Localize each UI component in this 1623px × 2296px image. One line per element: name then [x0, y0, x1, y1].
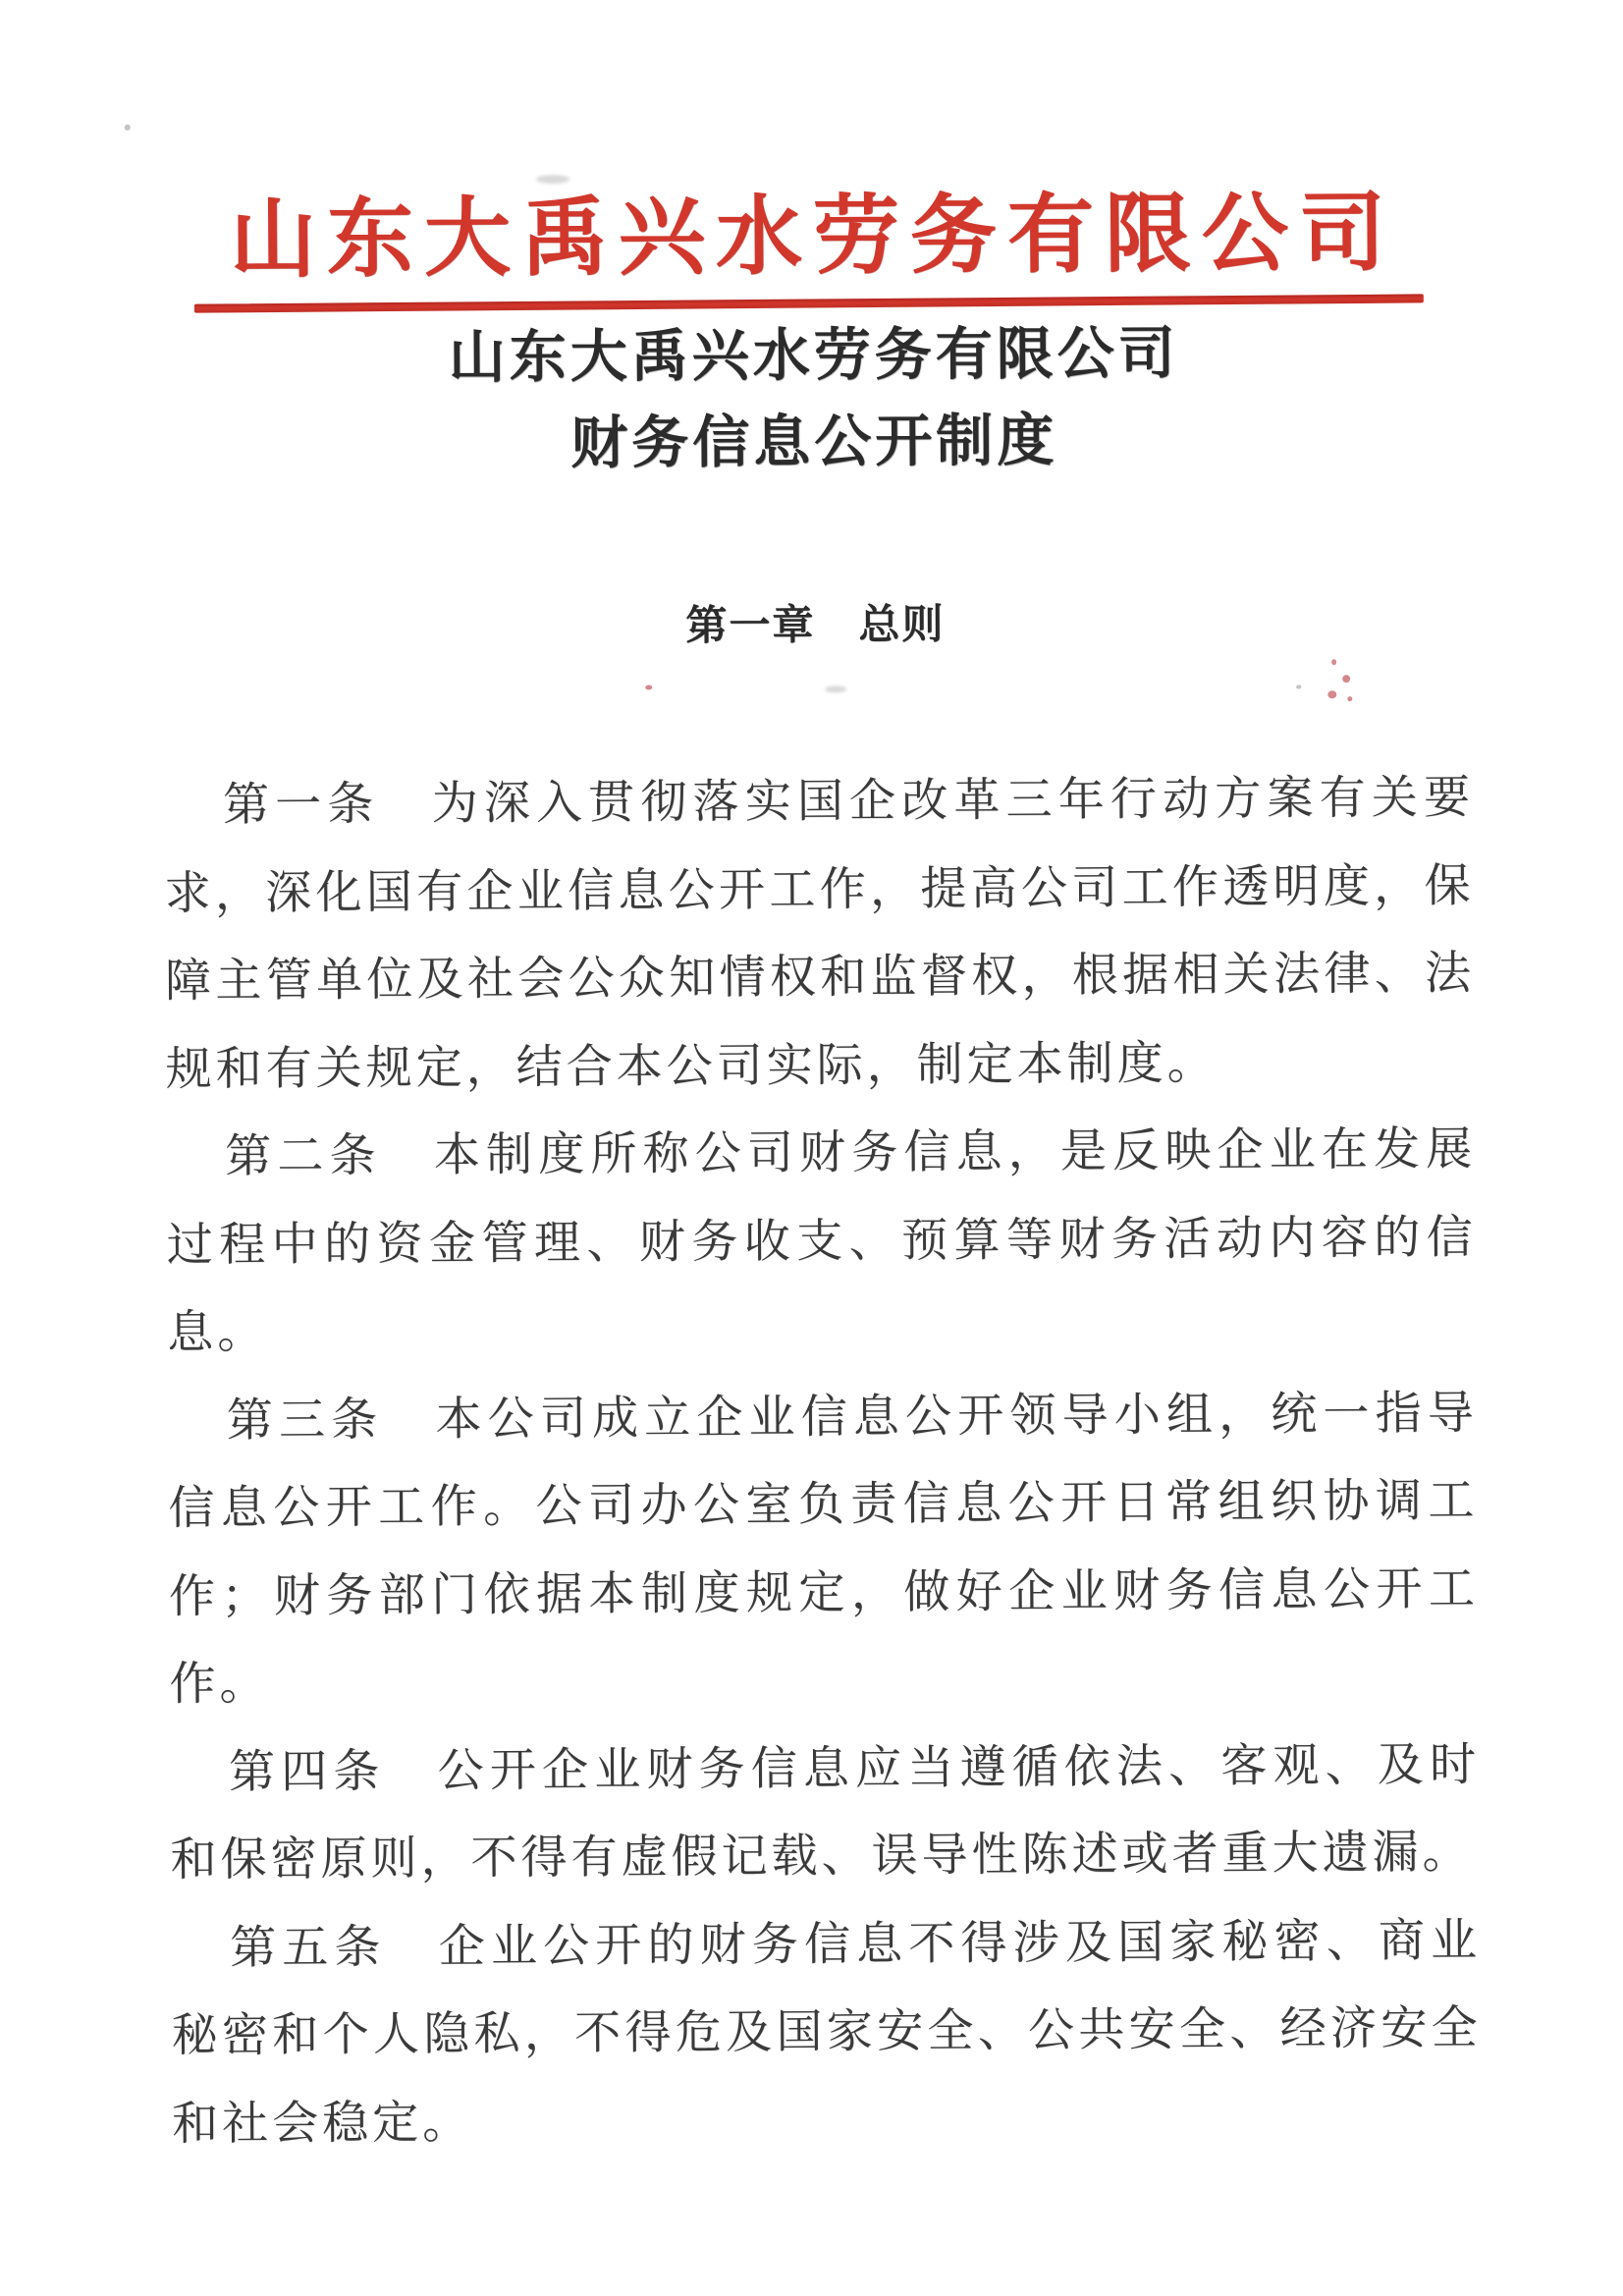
- chapter-heading: 第一章 总则: [685, 602, 946, 650]
- scan-artifact-speckle: [1327, 690, 1336, 698]
- document-title-company-line: 山东大禹兴水劳务有限公司: [448, 321, 1179, 390]
- scan-artifact-smudge: [825, 685, 846, 692]
- body-paragraph-article-3: 第三条 本公司成立企业信息公开领导小组，统一指导信息公开工作。公司办公室负责信息公开日常组织协调工作；财务部门依据本制度规定，做好企业财务信息公开工作。: [168, 1387, 1480, 1711]
- scan-artifact-speckle: [1347, 696, 1352, 701]
- scan-artifact-smudge: [536, 175, 569, 184]
- body-paragraph-article-1: 第一条 为深入贯彻落实国企改革三年行动方案有关要求，深化国有企业信息公开工作，提高公司工作透明度，保障主管单位及社会公众知情权和监督权，根据相关法律、法规和有关规定，结合本公司实际，制定本制度。: [164, 772, 1476, 1096]
- scan-artifact-speckle: [1342, 675, 1350, 683]
- document-title-subject-line: 财务信息公开制度: [570, 408, 1058, 476]
- document-body: [164, 754, 1483, 2168]
- body-paragraph-article-4: 第四条 公开企业财务信息应当遵循依法、客观、及时和保密原则，不得有虚假记载、误导性陈述或者重大遗漏。: [170, 1738, 1481, 1886]
- body-paragraph-article-5: 第五条 企业公开的财务信息不得涉及国家秘密、商业秘密和个人隐私，不得危及国家安全、公共安全、经济安全和社会稳定。: [171, 1914, 1482, 2151]
- scan-artifact-dot: [1296, 684, 1301, 688]
- scan-artifact-dot: [125, 125, 131, 131]
- document-title: [2, 307, 1623, 490]
- scan-artifact-speckle: [645, 685, 652, 690]
- scan-artifact-speckle: [1331, 659, 1336, 665]
- body-paragraph-article-2: 第二条 本制度所称公司财务信息，是反映企业在发展过程中的资金管理、财务收支、预算等财务活动内容的信息。: [166, 1123, 1477, 1359]
- letterhead-company-name: 山东大禹兴水劳务有限公司: [229, 186, 1397, 290]
